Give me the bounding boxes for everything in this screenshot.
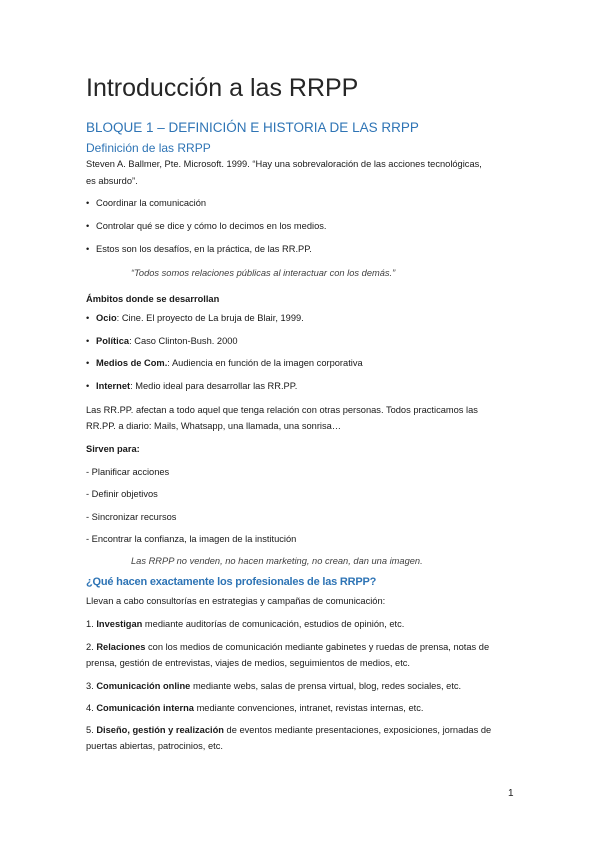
quote: Las RRPP no venden, no hacen marketing, no crean, dan una imagen.	[131, 556, 423, 566]
numbered-item	[86, 616, 516, 632]
bullet-text: Estos son los desafíos, en la práctica, de las RR.PP.	[96, 244, 312, 254]
question-heading: ¿Qué hacen exactamente los profesionales de las RRPP?	[86, 576, 377, 588]
paragraph-line: RR.PP. a diario: Mails, Whatsapp, una llamada, una sonrisa…	[86, 421, 342, 431]
ambito-item	[86, 381, 297, 391]
sirven-item: - Sincronizar recursos	[86, 512, 177, 522]
bullet-icon: •	[86, 358, 90, 368]
ambitos-heading: Ámbitos donde se desarrollan	[86, 294, 220, 304]
item-label: Relaciones	[96, 642, 146, 652]
item-label: Comunicación interna	[96, 703, 194, 713]
item-text: mediante webs, salas de prensa virtual, blog, redes sociales, etc.	[190, 681, 462, 691]
bullet-item	[86, 221, 326, 231]
item-text: mediante auditorías de comunicación, estudios de opinión, etc.	[142, 619, 405, 629]
item-number: 2.	[86, 642, 97, 652]
document-title: Introducción a las RRPP	[86, 74, 359, 102]
intro-line: es absurdo”.	[86, 176, 138, 186]
numbered-item	[86, 722, 516, 754]
bullet-icon: •	[86, 198, 90, 208]
numbered-item	[86, 700, 516, 716]
ambito-label: Internet	[96, 381, 131, 391]
item-number: 3.	[86, 681, 97, 691]
bullet-text: Controlar qué se dice y cómo lo decimos en los medios.	[96, 221, 327, 231]
paragraph-line: Las RR.PP. afectan a todo aquel que tenga relación con otras personas. Todos practicamos las	[86, 405, 478, 415]
bullet-icon: •	[86, 381, 90, 391]
item-text: de eventos mediante presentaciones, exposiciones, jornadas de	[223, 725, 492, 735]
item-text: con los medios de comunicación mediante gabinetes y ruedas de prensa, notas de	[145, 642, 490, 652]
sirven-item: - Encontrar la confianza, la imagen de la institución	[86, 534, 297, 544]
ambito-item	[86, 313, 304, 323]
page-number: 1	[508, 788, 514, 799]
quote: “Todos somos relaciones públicas al interactuar con los demás.”	[131, 268, 396, 278]
item-label: Diseño, gestión y realización	[96, 725, 224, 735]
ambito-text: : Cine. El proyecto de La bruja de Blair, 1999.	[116, 313, 304, 323]
item-label: Comunicación online	[96, 681, 191, 691]
bullet-icon: •	[86, 313, 90, 323]
bullet-icon: •	[86, 244, 90, 254]
bullet-icon: •	[86, 221, 90, 231]
ambito-text: : Audiencia en función de la imagen corporativa	[167, 358, 363, 368]
item-text-continued: puertas abiertas, patrocinios, etc.	[86, 741, 223, 751]
ambito-item	[86, 336, 238, 346]
ambito-item	[86, 358, 363, 368]
ambito-text: : Caso Clinton-Bush. 2000	[129, 336, 238, 346]
bullet-item	[86, 244, 312, 254]
bullet-icon: •	[86, 336, 90, 346]
item-label: Investigan	[96, 619, 143, 629]
sirven-heading: Sirven para:	[86, 444, 140, 454]
question-intro: Llevan a cabo consultorías en estrategias y campañas de comunicación:	[86, 596, 386, 606]
item-text-continued: prensa, gestión de entrevistas, viajes de medios, seguimientos de medios, etc.	[86, 658, 411, 668]
sirven-item: - Definir objetivos	[86, 489, 158, 499]
ambito-label: Medios de Com.	[96, 358, 168, 368]
item-number: 1.	[86, 619, 97, 629]
block-heading: BLOQUE 1 – DEFINICIÓN E HISTORIA DE LAS RRPP	[86, 120, 419, 135]
bullet-item	[86, 198, 206, 208]
numbered-item	[86, 639, 516, 671]
bullet-text: Coordinar la comunicación	[96, 198, 207, 208]
ambito-text: : Medio ideal para desarrollar las RR.PP.	[130, 381, 298, 391]
ambito-label: Política	[96, 336, 130, 346]
sirven-item: - Planificar acciones	[86, 467, 170, 477]
item-text: mediante convenciones, intranet, revistas internas, etc.	[193, 703, 424, 713]
item-number: 4.	[86, 703, 97, 713]
numbered-item	[86, 678, 516, 694]
item-number: 5.	[86, 725, 97, 735]
ambito-label: Ocio	[96, 313, 117, 323]
section-heading: Definición de las RRPP	[86, 141, 211, 155]
intro-line: Steven A. Ballmer, Pte. Microsoft. 1999. “Hay una sobrevaloración de las acciones tecnológicas,	[86, 159, 482, 169]
